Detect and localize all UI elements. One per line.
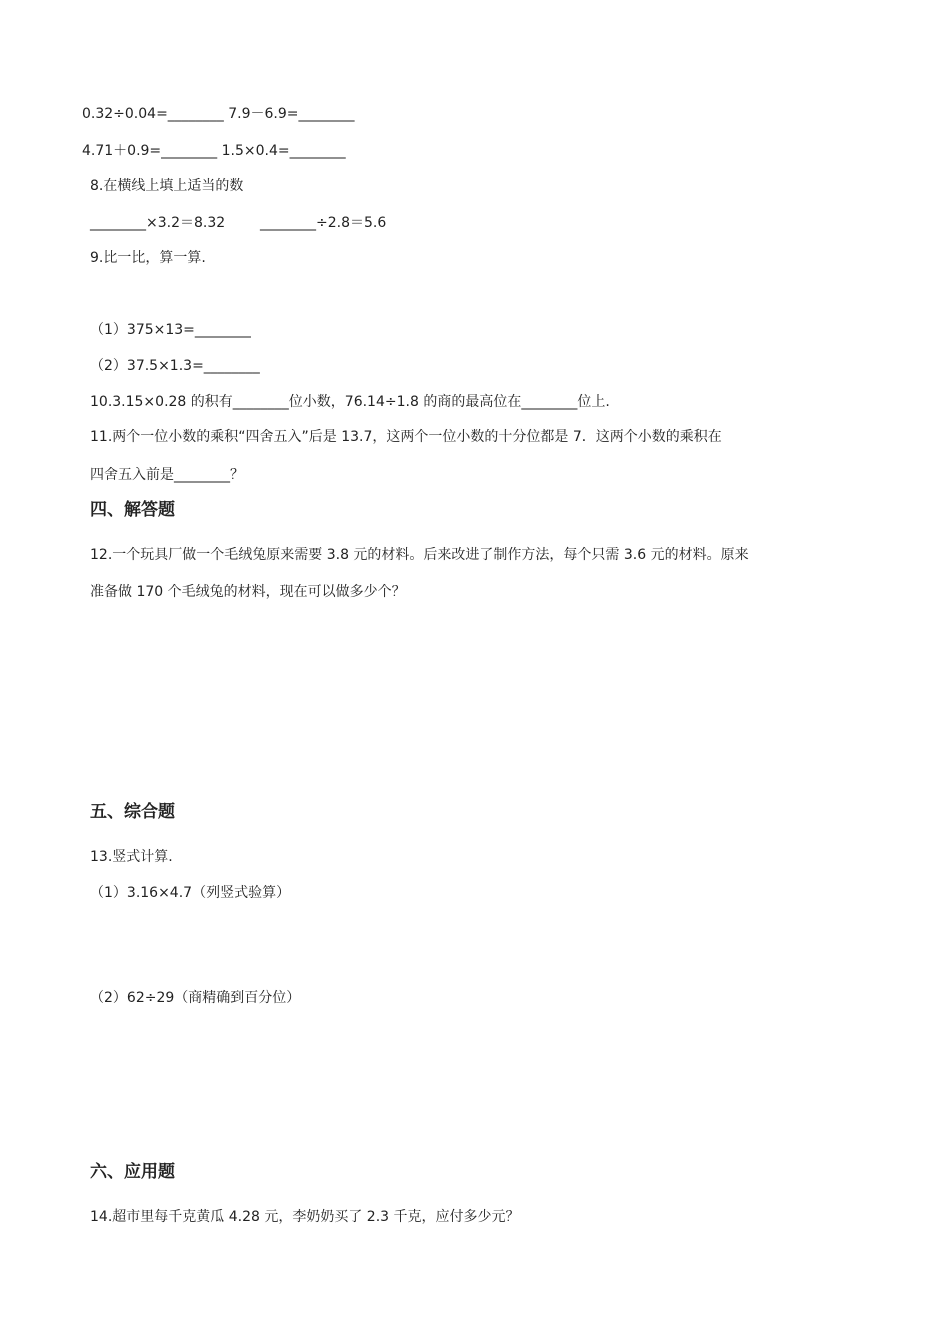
question-13-part-2: （2）62÷29（商精确到百分位） <box>90 990 301 1006</box>
question-9-part-2: （2）37.5×1.3=________ <box>90 358 260 374</box>
equation-line-1: 0.32÷0.04=________ 7.9－6.9=________ <box>82 106 355 122</box>
question-8-blank-a: ________×3.2＝8.32 <box>90 215 226 231</box>
question-10: 10.3.15×0.28 的积有________位小数，76.14÷1.8 的商的最高位在________位上. <box>90 394 610 410</box>
question-12-line-2: 准备做 170 个毛绒兔的材料，现在可以做多少个？ <box>90 584 406 600</box>
question-13-title: 13.竖式计算. <box>90 849 173 865</box>
section-4-heading: 四、解答题 <box>90 500 175 520</box>
question-9-title: 9.比一比，算一算. <box>90 250 206 266</box>
question-11-line-2: 四舍五入前是________？ <box>90 467 244 483</box>
question-8-blank-b: ________÷2.8＝5.6 <box>260 215 387 231</box>
question-12-line-1: 12.一个玩具厂做一个毛绒兔原来需要 3.8 元的材料。后来改进了制作方法，每个只需 3.6 元的材料。原来 <box>90 547 749 563</box>
question-11-line-1: 11.两个一位小数的乘积“四舍五入”后是 13.7，这两个一位小数的十分位都是 7．这两个小数的乘积在 <box>90 429 722 445</box>
question-9-part-1: （1）375×13=________ <box>90 322 251 338</box>
section-6-heading: 六、应用题 <box>90 1162 175 1182</box>
question-14: 14.超市里每千克黄瓜 4.28 元，李奶奶买了 2.3 千克，应付多少元？ <box>90 1209 520 1225</box>
section-5-heading: 五、综合题 <box>90 802 175 822</box>
equation-line-2: 4.71＋0.9=________ 1.5×0.4=________ <box>82 143 346 159</box>
question-13-part-1: （1）3.16×4.7（列竖式验算） <box>90 885 291 901</box>
question-8-title: 8.在横线上填上适当的数 <box>90 178 244 194</box>
